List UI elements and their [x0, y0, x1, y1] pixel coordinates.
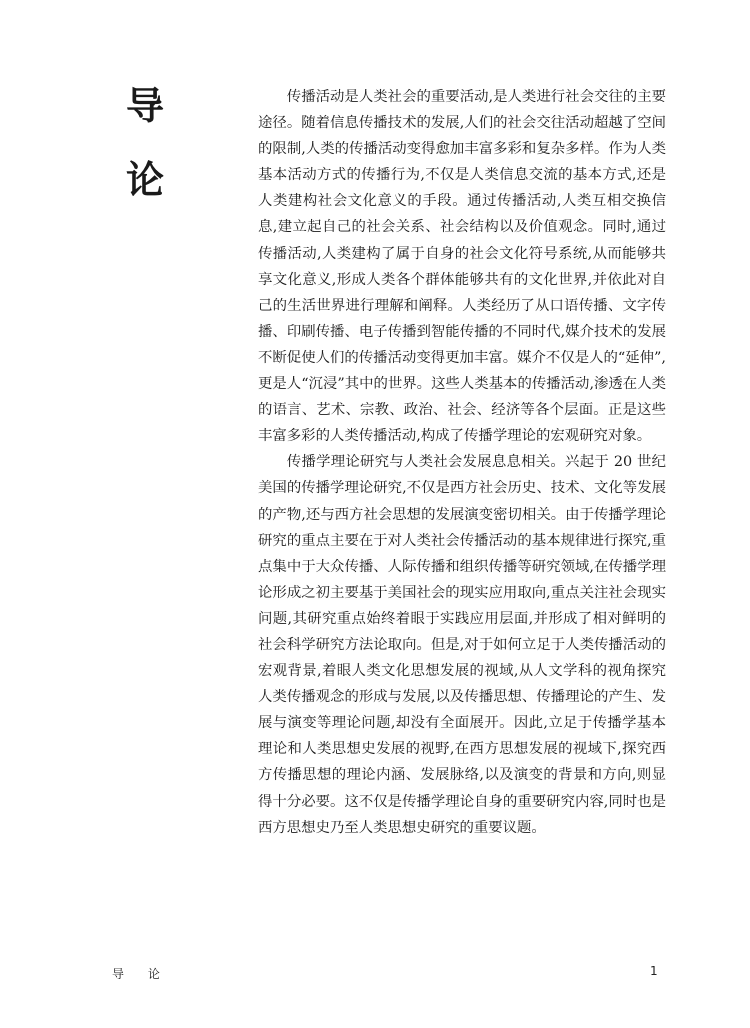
paragraph-1: 传播活动是人类社会的重要活动,是人类进行社会交往的主要途径。随着信息传播技术的发展,人们的社会交往活动超越了空间的限制,人类的传播活动变得愈加丰富多彩和复杂多样。作为人类基本活动方式的传播行为,不仅是人类信息交流的基本方式,还是人类建构社会文化意义的手段。通过传播活动,人类互相交换信息,建立起自己的社会关系、社会结构以及价值观念。同时,通过传播活动,人类建构了属于自身的社会文化符号系统,从而能够共享文化意义,形成人类各个群体能够共有的文化世界,并依此对自己的生活世界进行理解和阐释。人类经历了从口语传播、文字传播、印刷传播、电子传播到智能传播的不同时代,媒介技术的发展不断促使人们的传播活动变得更加丰富。媒介不仅是人的“延伸”,更是人“沉浸”其中的世界。这些人类基本的传播活动,渗透在人类的语言、艺术、宗教、政治、社会、经济等各个层面。正是这些丰富多彩的人类传播活动,构成了传播学理论的宏观研究对象。 — [258, 89, 666, 445]
body-text — [258, 84, 666, 841]
chapter-title — [126, 86, 174, 234]
paragraph-2: 传播学理论研究与人类社会发展息息相关。兴起于 20 世纪美国的传播学理论研究,不仅是西方社会历史、技术、文化等发展的产物,还与西方社会思想的发展演变密切相关。由于传播学理论研究的重点主要在于对人类社会传播活动的基本规律进行探究,重点集中于大众传播、人际传播和组织传播等研究领域,在传播学理论形成之初主要基于美国社会的现实应用取向,重点关注社会现实问题,其研究重点始终着眼于实践应用层面,并形成了相对鲜明的社会科学研究方法论取向。但是,对于如何立足于人类传播活动的宏观背景,着眼人类文化思想发展的视域,从人文学科的视角探究人类传播观念的形成与发展,以及传播思想、传播理论的产生、发展与演变等理论问题,却没有全面展开。因此,立足于传播学基本理论和人类思想史发展的视野,在西方思想发展的视域下,探究西方传播思想的理论内涵、发展脉络,以及演变的背景和方向,则显得十分必要。这不仅是传播学理论自身的重要研究内容,同时也是西方思想史乃至人类思想史研究的重要议题。 — [258, 454, 666, 836]
running-footer-title: 导 论 — [112, 967, 170, 981]
chapter-title-char-1: 导 — [126, 84, 165, 128]
chapter-title-char-2: 论 — [126, 158, 165, 202]
page-number: 1 — [650, 964, 658, 978]
